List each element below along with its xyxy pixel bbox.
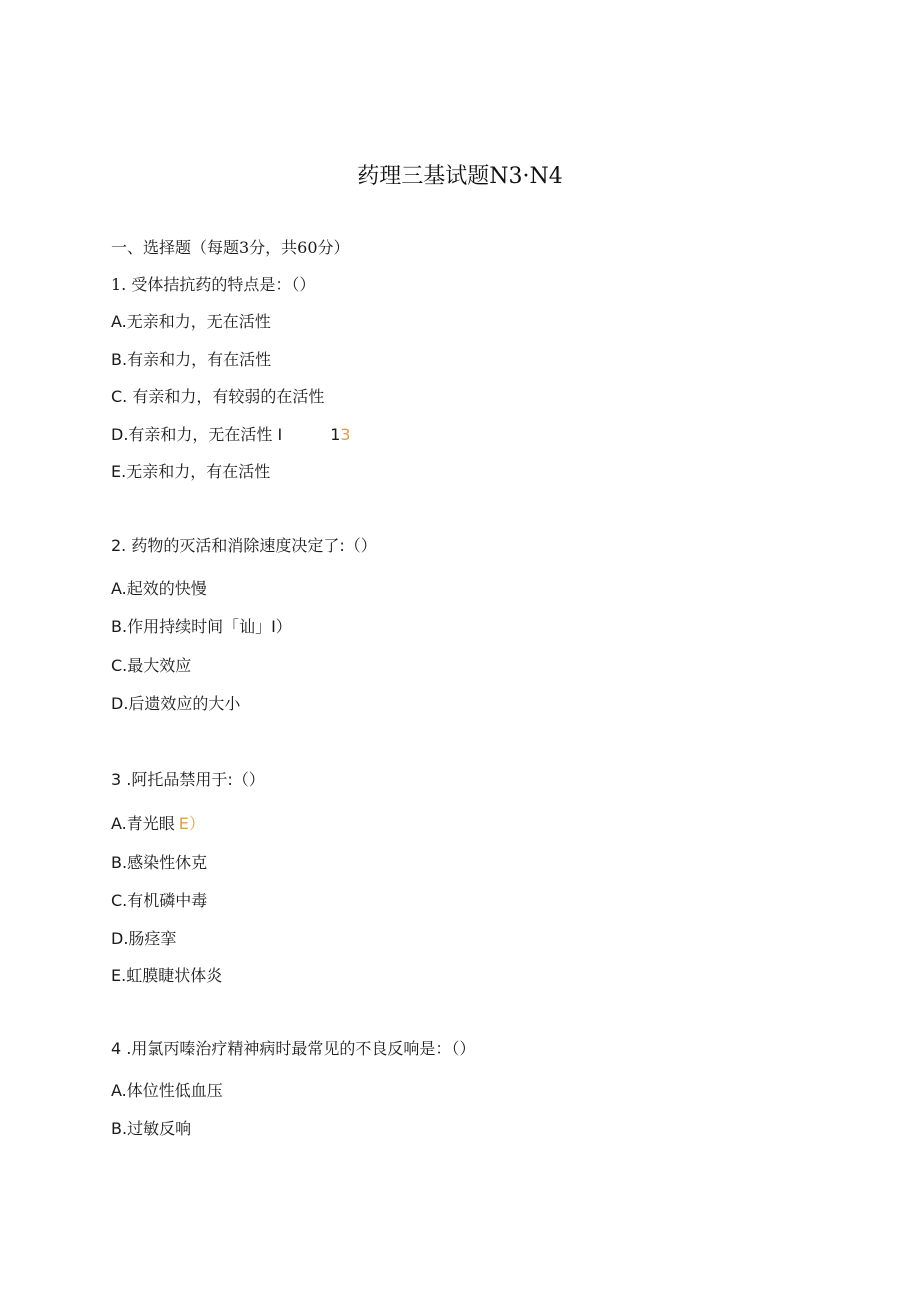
question-3-option-e: E.虹膜睫状体炎 bbox=[111, 966, 223, 985]
question-2-option-c: C.最大效应 bbox=[111, 656, 192, 675]
page-title: 药理三基试题N3·N4 bbox=[357, 164, 563, 189]
question-3-option-a-marker: E） bbox=[178, 814, 205, 833]
question-4-stem: 4 .用氯丙嗪治疗精神病时最常见的不良反响是：（） bbox=[111, 1039, 476, 1058]
question-3-option-d: D.肠痉挛 bbox=[111, 929, 177, 948]
question-2-option-d: D.后遗效应的大小 bbox=[111, 694, 241, 713]
question-3-stem: 3 .阿托品禁用于:（） bbox=[111, 770, 265, 789]
question-4-option-a: A.体位性低血压 bbox=[111, 1081, 223, 1100]
section-header: 一、选择题（每题3分，共60分） bbox=[111, 238, 350, 257]
question-3-option-c: C.有机磷中毒 bbox=[111, 891, 208, 910]
question-3-option-a-row bbox=[111, 813, 205, 835]
question-1-stem: 1. 受体拮抗药的特点是：（） bbox=[111, 275, 316, 294]
question-4-option-b: B.过敏反响 bbox=[111, 1119, 192, 1138]
question-1-option-d-row bbox=[111, 424, 351, 446]
question-2-stem: 2. 药物的灭活和消除速度决定了:（） bbox=[111, 536, 377, 555]
question-1-option-c: C. 有亲和力，有较弱的在活性 bbox=[111, 387, 325, 406]
question-1-option-d-marker-b: 3 bbox=[340, 425, 351, 444]
question-2-option-b: B.作用持续时间「讪」I） bbox=[111, 617, 292, 636]
question-1-option-b: B.有亲和力，有在活性 bbox=[111, 350, 272, 369]
question-1-option-a: A.无亲和力，无在活性 bbox=[111, 312, 271, 331]
question-1-option-d-marker-a: 1 bbox=[330, 425, 341, 444]
question-1-option-d: D.有亲和力，无在活性 I bbox=[111, 425, 283, 444]
question-1-option-e: E.无亲和力，有在活性 bbox=[111, 462, 271, 481]
question-3-option-a: A.青光眼 bbox=[111, 814, 175, 833]
question-3-option-b: B.感染性休克 bbox=[111, 853, 208, 872]
question-2-option-a: A.起效的快慢 bbox=[111, 579, 207, 598]
